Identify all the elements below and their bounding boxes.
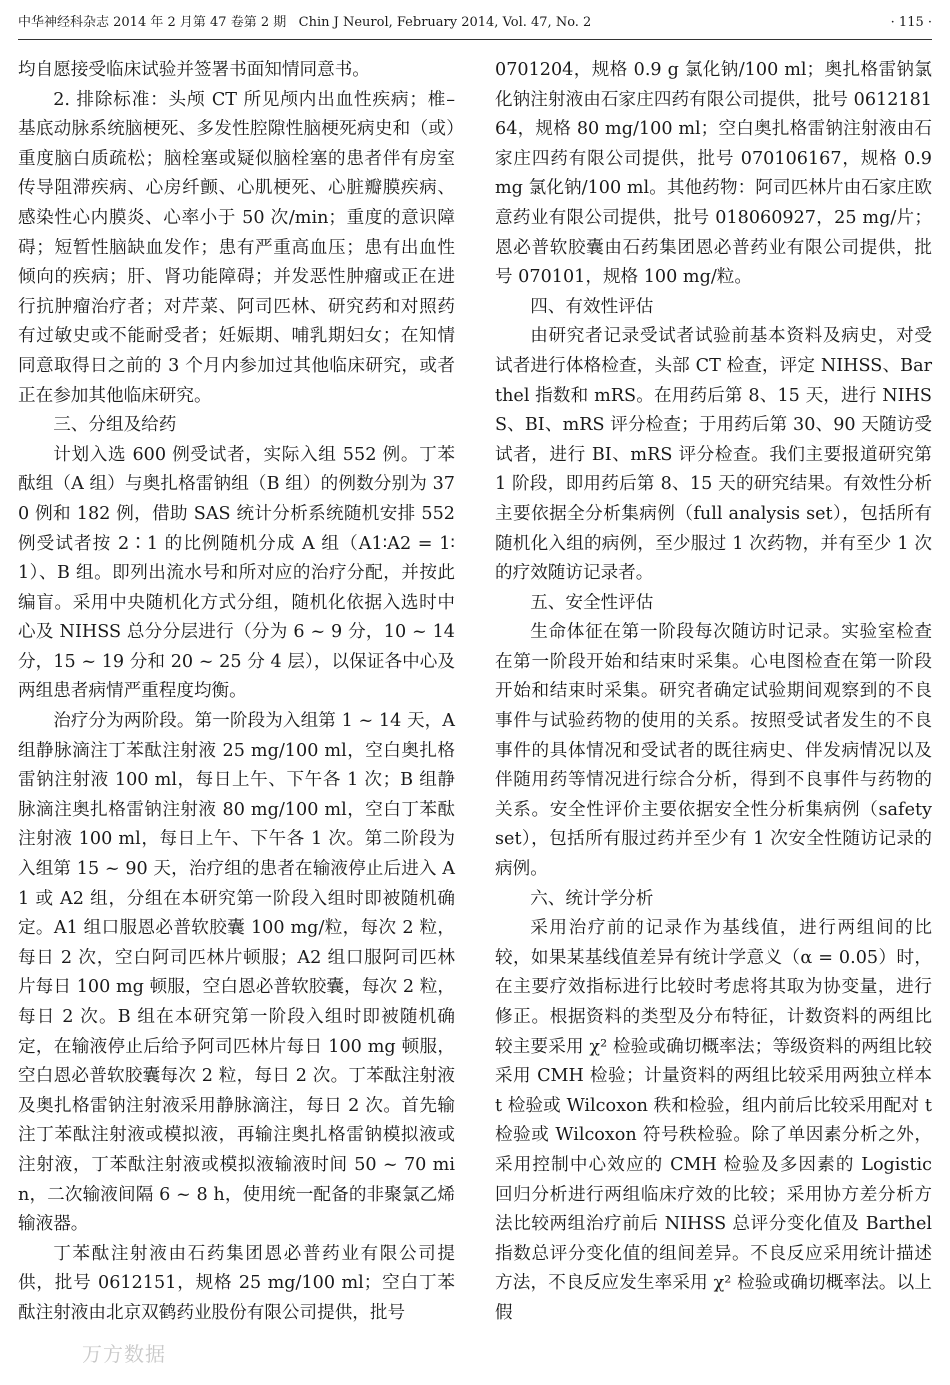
page-number: · 115 · xyxy=(890,15,932,30)
right-column xyxy=(495,56,932,1329)
left-column xyxy=(18,56,455,1329)
journal-name-cn: 中华神经科杂志 2014 年 2 月第 47 卷第 2 期 xyxy=(18,15,287,30)
body-paragraph: 由研究者记录受试者试验前基本资料及病史，对受试者进行体格检查，头部 CT 检查，评定 NIHSS、Barthel 指数和 mRS。在用药后第 8、15 天，进行 NIHSS、BI、mRS 评分检查；于用药后第 30、90 天随访受试者，进行 BI、mRS 评分检查。我们主要报道研究第 1 阶段，即用药后第 8、15 天的研究结果。有效性分析主要依据全分析集病例（full analysis set），包括所有随机化入组的病例，至少服过 1 次药物，并有至少 1 次的疗效随访记录者。 xyxy=(495,326,932,584)
section-heading: 三、分组及给药 xyxy=(53,415,177,436)
section-heading: 五、安全性评估 xyxy=(530,592,654,613)
section-heading: 六、统计学分析 xyxy=(530,888,654,909)
body-paragraph: 生命体征在第一阶段每次随访时记录。实验室检查在第一阶段开始和结束时采集。心电图检查在第一阶段开始和结束时采集。研究者确定试验期间观察到的不良事件与试验药物的使用的关系。按照受试者发生的不良事件的具体情况和受试者的既往病史、伴发病情况以及伴随用药等情况进行综合分析，得到不良事件与药物的关系。安全性评价主要依据安全性分析集病例（safety set），包括所有服过药并至少有 1 次安全性随访记录的病例。 xyxy=(495,622,932,880)
body-paragraph: 治疗分为两阶段。第一阶段为入组第 1 ~ 14 天，A 组静脉滴注丁苯酞注射液 25 mg/100 ml，空白奥扎格雷钠注射液 100 ml，每日上午、下午各 1 次；B 组静脉滴注奥扎格雷钠注射液 80 mg/100 ml，空白丁苯酞注射液 100 ml，每日上午、下午各 1 次。第二阶段为入组第 15 ~ 90 天，治疗组的患者在输液停止后进入 A1 或 A2 组，分组在本研究第一阶段入组时即被随机确定。A1 组口服恩必普软胶囊 100 mg/粒，每次 2 粒，每日 2 次，空白阿司匹林片顿服；A2 组口服阿司匹林片每日 100 mg 顿服，空白恩必普软胶囊，每次 2 粒，每日 2 次。B 组在本研究第一阶段入组时即被随机确定，在输液停止后给予阿司匹林片每日 100 mg 顿服，空白恩必普软胶囊每次 2 粒，每日 2 次。丁苯酞注射液及奥扎格雷钠注射液采用静脉滴注，每日 2 次。首先输注丁苯酞注射液或模拟液，再输注奥扎格雷钠模拟液或注射液，丁苯酞注射液或模拟液输液时间 50 ~ 70 min，二次输液间隔 6 ~ 8 h，使用统一配备的非聚氯乙烯输液器。 xyxy=(18,711,455,1235)
journal-citation xyxy=(18,10,591,36)
section-heading: 四、有效性评估 xyxy=(530,296,654,317)
header-divider xyxy=(18,39,932,40)
body-paragraph: 0701204，规格 0.9 g 氯化钠/100 ml；奥扎格雷钠氯化钠注射液由石家庄四药有限公司提供，批号 061218164，规格 80 mg/100 ml；空白奥扎格雷钠注射液由石家庄四药有限公司提供，批号 070106167，规格 0.9 mg 氯化钠/100 ml。其他药物：阿司匹林片由石家庄欧意药业有限公司提供，批号 018060927，25 mg/片；恩必普软胶囊由石药集团恩必普药业有限公司提供，批号 070101，规格 100 mg/粒。 xyxy=(495,60,932,288)
journal-name-en: Chin J Neurol, February 2014, Vol. 47, No. 2 xyxy=(298,15,592,30)
watermark: 万方数据 xyxy=(82,1342,166,1366)
body-paragraph: 2. 排除标准：头颅 CT 所见颅内出血性疾病；椎–基底动脉系统脑梗死、多发性腔隙性脑梗死病史和（或）重度脑白质疏松；脑栓塞或疑似脑栓塞的患者伴有房室传导阻滞疾病、心房纤颤、心肌梗死、心脏瓣膜疾病、感染性心内膜炎、心率小于 50 次/min；重度的意识障碍；短暂性脑缺血发作；患有严重高血压；患有出血性倾向的疾病；肝、肾功能障碍；并发恶性肿瘤或正在进行抗肿瘤治疗者；对芹菜、阿司匹林、研究药和对照药有过敏史或不能耐受者；妊娠期、哺乳期妇女；在知情同意取得日之前的 3 个月内参加过其他临床研究，或者正在参加其他临床研究。 xyxy=(18,89,455,406)
body-paragraph: 计划入选 600 例受试者，实际入组 552 例。丁苯酞组（A 组）与奥扎格雷钠组（B 组）的例数分别为 370 例和 182 例，借助 SAS 统计分析系统随机安排 552 例受试者按 2∶1 的比例随机分成 A 组（A1∶A2 = 1∶1）、B 组。即列出流水号和所对应的治疗分配，并按此编盲。采用中央随机化方式分组，随机化依据入选时中心及 NIHSS 总分分层进行（分为 6 ~ 9 分，10 ~ 14 分，15 ~ 19 分和 20 ~ 25 分 4 层），以保证各中心及两组患者病情严重程度均衡。 xyxy=(18,444,455,702)
body-paragraph: 均自愿接受临床试验并签署书面知情同意书。 xyxy=(18,60,370,80)
body-paragraph: 采用治疗前的记录作为基线值，进行两组间的比较，如果某基线值差异有统计学意义（α = 0.05）时，在主要疗效指标进行比较时考虑将其取为协变量，进行修正。根据资料的类型及分布特征，计数资料的两组比较主要采用 χ² 检验或确切概率法；等级资料的两组比较采用 CMH 检验；计量资料的两组比较采用两独立样本 t 检验或 Wilcoxon 秩和检验，组内前后比较采用配对 t 检验或 Wilcoxon 符号秩检验。除了单因素分析之外，采用控制中心效应的 CMH 检验及多因素的 Logistic 回归分析进行两组临床疗效的比较；采用协方差分析方法比较两组治疗前后 NIHSS 总评分变化值及 Barthel 指数总评分变化值的组间差异。不良反应采用统计描述方法，不良反应发生率采用 χ² 检验或确切概率法。以上假 xyxy=(495,918,932,1323)
running-header xyxy=(18,10,932,36)
body-paragraph: 丁苯酞注射液由石药集团恩必普药业有限公司提供，批号 0612151，规格 25 mg/100 ml；空白丁苯酞注射液由北京双鹤药业股份有限公司提供，批号 xyxy=(18,1243,455,1323)
